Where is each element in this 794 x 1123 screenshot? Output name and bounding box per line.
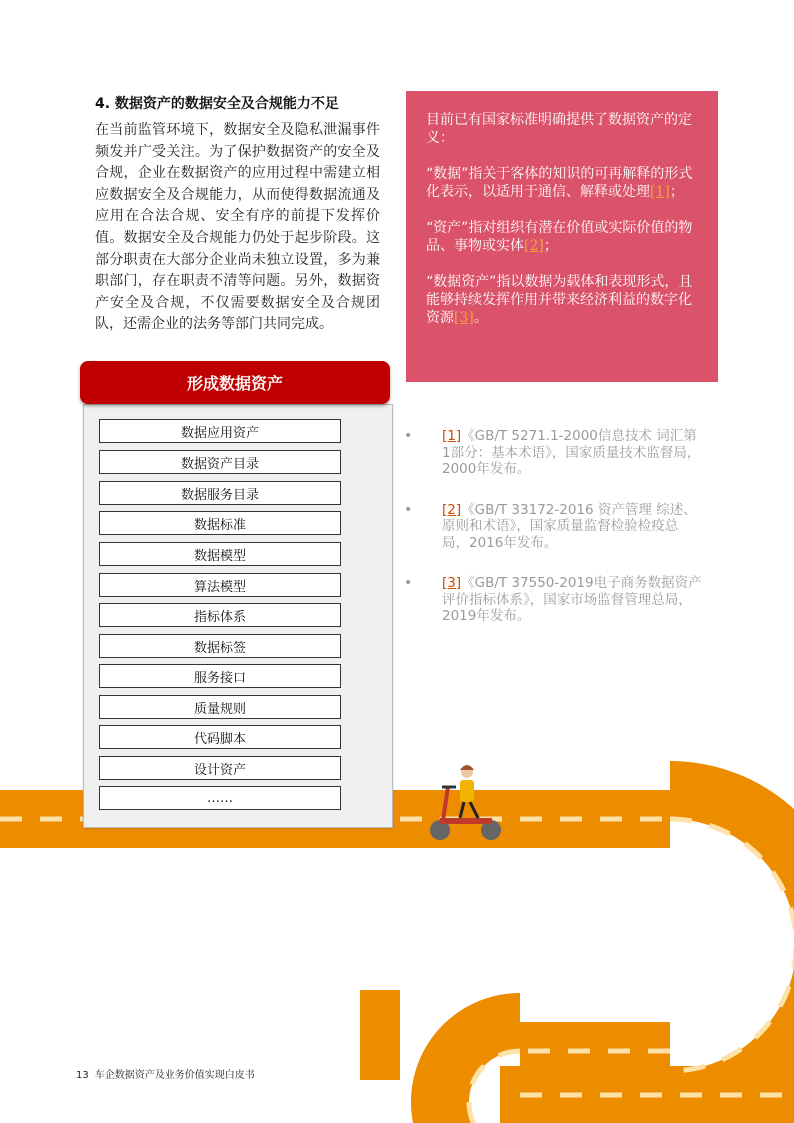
list-item: 数据标准 bbox=[99, 511, 341, 535]
section-heading: 4. 数据资产的数据安全及合规能力不足 bbox=[95, 96, 339, 112]
bullet-icon: • bbox=[404, 501, 413, 518]
reference-list bbox=[404, 428, 704, 649]
list-item: 质量规则 bbox=[99, 695, 341, 719]
list-item: 数据资产目录 bbox=[99, 450, 341, 474]
definition-data: “数据”指关于客体的知识的可再解释的形式化表示，以适用于通信、解释或处理[1]； bbox=[426, 166, 693, 200]
reference-number[interactable]: [2] bbox=[442, 501, 462, 518]
definition-intro: 目前已有国家标准明确提供了数据资产的定义： bbox=[426, 112, 692, 146]
reference-text: 《GB/T 5271.1-2000信息技术 词汇第1部分：基本术语》，国家质量技术监督局，2000年发布。 bbox=[442, 428, 701, 477]
reference-item bbox=[404, 502, 704, 552]
list-item: 数据应用资产 bbox=[99, 419, 341, 443]
form-data-assets-banner: 形成数据资产 bbox=[80, 361, 390, 404]
list-item: 数据服务目录 bbox=[99, 481, 341, 505]
document-title: 车企数据资产及业务价值实现白皮书 bbox=[94, 1070, 255, 1081]
page-number: 13 bbox=[76, 1070, 89, 1081]
list-item: 数据模型 bbox=[99, 542, 341, 566]
definition-data-asset: “数据资产”指以数据为载体和表现形式，且能够持续发挥作用并带来经济利益的数字化资源[3]。 bbox=[426, 274, 693, 326]
reference-text: 《GB/T 37550-2019电子商务数据资产评价指标体系》，国家市场监督管理总局，2019年发布。 bbox=[442, 575, 702, 624]
reference-number[interactable]: [1] bbox=[442, 428, 462, 444]
reference-item bbox=[404, 428, 704, 478]
page-footer bbox=[76, 1066, 261, 1081]
list-item: …… bbox=[99, 786, 341, 810]
footnote-link-3[interactable]: [3] bbox=[454, 310, 474, 326]
list-item: 代码脚本 bbox=[99, 725, 341, 749]
list-item: 算法模型 bbox=[99, 573, 341, 597]
bullet-icon: • bbox=[404, 428, 413, 444]
definition-box bbox=[406, 91, 718, 382]
definition-asset: “资产”指对组织有潜在价值或实际价值的物品、事物或实体[2]； bbox=[426, 220, 693, 254]
list-item: 指标体系 bbox=[99, 603, 341, 627]
bullet-icon: • bbox=[404, 575, 413, 591]
list-item: 数据标签 bbox=[99, 634, 341, 658]
section-body-text: 在当前监管环境下，数据安全及隐私泄漏事件频发并广受关注。为了保护数据资产的安全及合规，企业在数据资产的应用过程中需建立相应数据安全及合规能力，从而使得数据流通及应用在合法合规、安全有序的前提下发挥价值。数据安全及合规能力仍处于起步阶段。这部分职责在大部分企业尚未独立设置，多为兼职部门，存在职责不清等问题。另外，数据资产安全及合规，不仅需要数据安全及合规团队，还需企业的法务等部门共同完成。 bbox=[95, 122, 380, 333]
footnote-link-1[interactable]: [1] bbox=[650, 184, 670, 200]
asset-list-panel bbox=[83, 404, 393, 828]
reference-number[interactable]: [3] bbox=[442, 575, 462, 591]
footnote-link-2[interactable]: [2] bbox=[524, 238, 544, 254]
reference-text: 《GB/T 33172-2016 资产管理 综述、原则和术语》，国家质量监督检验检疫总局，2016年发布。 bbox=[442, 501, 697, 551]
list-item: 设计资产 bbox=[99, 756, 341, 780]
reference-item bbox=[404, 575, 704, 625]
list-item: 服务接口 bbox=[99, 664, 341, 688]
